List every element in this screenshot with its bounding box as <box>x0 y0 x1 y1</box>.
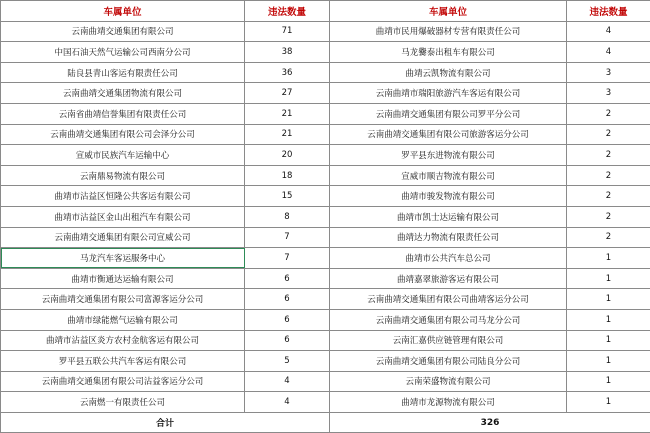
right-unit-cell[interactable]: 曲靖市凯士达运输有限公司 <box>330 206 567 227</box>
table-row <box>1 351 650 372</box>
right-unit-cell[interactable]: 罗平县东进物流有限公司 <box>330 145 567 166</box>
left-count-cell[interactable]: 21 <box>245 124 330 145</box>
header-unit-right: 车属单位 <box>330 1 567 22</box>
right-count-cell[interactable]: 2 <box>567 206 650 227</box>
left-count-cell[interactable]: 7 <box>245 227 330 248</box>
right-count-cell[interactable]: 2 <box>567 124 650 145</box>
left-unit-cell[interactable]: 云南曲靖交通集团有限公司沾益客运分公司 <box>1 371 245 392</box>
table-row <box>1 83 650 104</box>
table-row <box>1 124 650 145</box>
right-count-cell[interactable]: 1 <box>567 392 650 413</box>
right-count-cell[interactable]: 4 <box>567 42 650 63</box>
right-unit-cell[interactable]: 曲靖市民用爆破器材专营有限责任公司 <box>330 21 567 42</box>
left-count-cell[interactable]: 5 <box>245 351 330 372</box>
right-count-cell[interactable]: 1 <box>567 248 650 269</box>
left-unit-cell[interactable]: 云南省曲靖信誉集团有限责任公司 <box>1 103 245 124</box>
header-unit-left: 车属单位 <box>1 1 245 22</box>
right-unit-cell[interactable]: 云南曲靖交通集团有限公司罗平分公司 <box>330 103 567 124</box>
table-row <box>1 309 650 330</box>
left-unit-cell[interactable]: 马龙汽车客运服务中心 <box>1 248 245 269</box>
left-count-cell[interactable]: 8 <box>245 206 330 227</box>
right-unit-cell[interactable]: 宣威市顺吉物流有限公司 <box>330 165 567 186</box>
left-count-cell[interactable]: 6 <box>245 268 330 289</box>
left-count-cell[interactable]: 4 <box>245 371 330 392</box>
left-count-cell[interactable]: 4 <box>245 392 330 413</box>
table-row <box>1 165 650 186</box>
table-row <box>1 186 650 207</box>
right-count-cell[interactable]: 4 <box>567 21 650 42</box>
left-count-cell[interactable]: 20 <box>245 145 330 166</box>
right-count-cell[interactable]: 1 <box>567 371 650 392</box>
left-count-cell[interactable]: 27 <box>245 83 330 104</box>
table-body <box>1 21 650 412</box>
right-unit-cell[interactable]: 云南曲靖交通集团有限公司旅游客运分公司 <box>330 124 567 145</box>
header-row <box>1 1 650 22</box>
right-count-cell[interactable]: 2 <box>567 227 650 248</box>
right-unit-cell[interactable]: 云南曲靖交通集团有限公司马龙分公司 <box>330 309 567 330</box>
table-row <box>1 21 650 42</box>
right-unit-cell[interactable]: 云南曲靖交通集团有限公司陆良分公司 <box>330 351 567 372</box>
right-count-cell[interactable]: 3 <box>567 83 650 104</box>
right-unit-cell[interactable]: 云南荣盛物流有限公司 <box>330 371 567 392</box>
left-unit-cell[interactable]: 曲靖市绿能燃气运输有限公司 <box>1 309 245 330</box>
right-count-cell[interactable]: 2 <box>567 145 650 166</box>
total-row <box>1 412 650 433</box>
table-row <box>1 248 650 269</box>
table-row <box>1 371 650 392</box>
right-unit-cell[interactable]: 曲靖市公共汽车总公司 <box>330 248 567 269</box>
right-unit-cell[interactable]: 曲靖市骏发物流有限公司 <box>330 186 567 207</box>
table-row <box>1 227 650 248</box>
left-unit-cell[interactable]: 云南曲靖交通集团有限公司宣威公司 <box>1 227 245 248</box>
left-unit-cell[interactable]: 云南曲靖交通集团有限公司富源客运分公司 <box>1 289 245 310</box>
right-unit-cell[interactable]: 云南曲靖市瑞阳旅游汽车客运有限公司 <box>330 83 567 104</box>
left-unit-cell[interactable]: 云南曲靖交通集团有限公司 <box>1 21 245 42</box>
left-unit-cell[interactable]: 曲靖市衡通达运输有限公司 <box>1 268 245 289</box>
right-count-cell[interactable]: 2 <box>567 186 650 207</box>
header-count-left: 违法数量 <box>245 1 330 22</box>
right-unit-cell[interactable]: 云南曲靖交通集团有限公司曲靖客运分公司 <box>330 289 567 310</box>
right-count-cell[interactable]: 1 <box>567 330 650 351</box>
left-count-cell[interactable]: 36 <box>245 62 330 83</box>
right-count-cell[interactable]: 1 <box>567 289 650 310</box>
left-unit-cell[interactable]: 云南曲靖交通集团物流有限公司 <box>1 83 245 104</box>
right-unit-cell[interactable]: 云南汇嘉供应链管理有限公司 <box>330 330 567 351</box>
right-unit-cell[interactable]: 曲靖云凯物流有限公司 <box>330 62 567 83</box>
left-count-cell[interactable]: 6 <box>245 289 330 310</box>
left-unit-cell[interactable]: 曲靖市沾益区恒隆公共客运有限公司 <box>1 186 245 207</box>
left-unit-cell[interactable]: 云南曲靖交通集团有限公司会泽分公司 <box>1 124 245 145</box>
left-count-cell[interactable]: 7 <box>245 248 330 269</box>
right-unit-cell[interactable]: 曲靖市龙源物流有限公司 <box>330 392 567 413</box>
table-row <box>1 289 650 310</box>
left-count-cell[interactable]: 18 <box>245 165 330 186</box>
table-row <box>1 42 650 63</box>
right-unit-cell[interactable]: 曲靖嘉翠旅游客运有限公司 <box>330 268 567 289</box>
right-count-cell[interactable]: 1 <box>567 268 650 289</box>
table-row <box>1 206 650 227</box>
left-count-cell[interactable]: 21 <box>245 103 330 124</box>
left-unit-cell[interactable]: 陆良县青山客运有限责任公司 <box>1 62 245 83</box>
right-count-cell[interactable]: 1 <box>567 351 650 372</box>
total-label[interactable]: 合计 <box>1 412 330 433</box>
left-count-cell[interactable]: 6 <box>245 330 330 351</box>
table-row <box>1 392 650 413</box>
total-value[interactable]: 326 <box>330 412 650 433</box>
table-row <box>1 268 650 289</box>
right-count-cell[interactable]: 1 <box>567 309 650 330</box>
right-count-cell[interactable]: 2 <box>567 103 650 124</box>
left-unit-cell[interactable]: 宣威市民族汽车运输中心 <box>1 145 245 166</box>
right-count-cell[interactable]: 2 <box>567 165 650 186</box>
left-unit-cell[interactable]: 云南鼎易物流有限公司 <box>1 165 245 186</box>
left-count-cell[interactable]: 38 <box>245 42 330 63</box>
left-unit-cell[interactable]: 中国石油天然气运输公司西南分公司 <box>1 42 245 63</box>
left-count-cell[interactable]: 15 <box>245 186 330 207</box>
right-unit-cell[interactable]: 曲靖达力物流有限责任公司 <box>330 227 567 248</box>
left-unit-cell[interactable]: 曲靖市沾益区金山出租汽车有限公司 <box>1 206 245 227</box>
table-row <box>1 145 650 166</box>
table-row <box>1 330 650 351</box>
right-count-cell[interactable]: 3 <box>567 62 650 83</box>
right-unit-cell[interactable]: 马龙爨泰出租车有限公司 <box>330 42 567 63</box>
left-count-cell[interactable]: 6 <box>245 309 330 330</box>
left-unit-cell[interactable]: 云南燃一有限责任公司 <box>1 392 245 413</box>
table-row <box>1 103 650 124</box>
left-unit-cell[interactable]: 曲靖市沾益区炎方农村金航客运有限公司 <box>1 330 245 351</box>
header-count-right: 违法数量 <box>567 1 650 22</box>
left-unit-cell[interactable]: 罗平县五联公共汽车客运有限公司 <box>1 351 245 372</box>
table-row <box>1 62 650 83</box>
left-count-cell[interactable]: 71 <box>245 21 330 42</box>
